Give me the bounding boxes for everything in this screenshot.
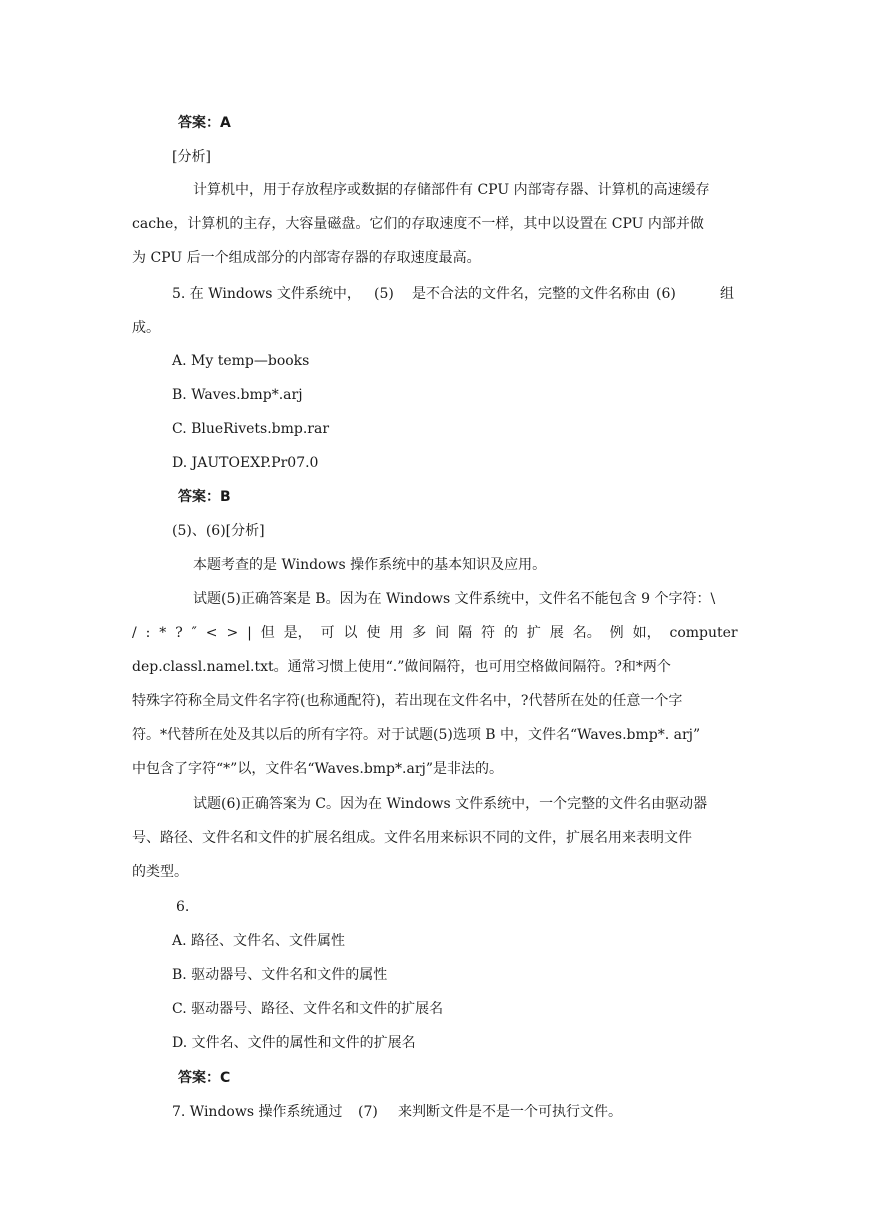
option-a: A. 路径、文件名、文件属性 [172,933,346,949]
analysis-line: 试题(5)正确答案是 B。因为在 Windows 文件系统中，文件名不能包含 9 个字符：\ [193,591,716,607]
analysis-line: 本题考查的是 Windows 操作系统中的基本知识及应用。 [193,557,547,573]
text-token: ? [175,625,183,641]
text-token: 用 [389,625,404,641]
text-token: 例 [609,625,624,641]
text-token: 符 [481,625,496,641]
analysis-line: 符。*代替所在处及其以后的所有字符。对于试题(5)选项 B 中，文件名“Waves.bmp*. arj” [132,727,701,743]
option-a: A. My temp—books [172,353,310,369]
text-token: 的 [503,625,518,641]
analysis-line: cache，计算机的主存，大容量磁盘。它们的存取速度不一样，其中以设置在 CPU 内部并做 [132,216,704,232]
analysis-line: 特殊字符称全局文件名字符(也称通配符)，若出现在文件名中，?代替所在处的任意一个字 [132,693,683,709]
analysis-tag: (5)、(6)[分析] [172,523,265,539]
analysis-line: 计算机中，用于存放程序或数据的存储部件有 CPU 内部寄存器、计算机的高速缓存 [193,182,710,198]
text-token: / [132,625,137,641]
blank-marker: (5) [374,286,394,302]
question-stem: 来判断文件是不是一个可执行文件。 [398,1104,622,1120]
analysis-line: 的类型。 [132,864,188,880]
answer-label: 答案：C [178,1070,231,1086]
analysis-line: 号、路径、文件名和文件的扩展名组成。文件名用来标识不同的文件，扩展名用来表明文件 [132,830,692,846]
text-token: 多 [412,625,427,641]
blank-marker: (6) [656,286,676,302]
question-number: 6. [176,899,190,915]
text-token: 隔 [458,625,473,641]
text-token: ″ [191,625,197,641]
analysis-tag: [分析] [172,149,211,165]
text-token: 以 [343,625,358,641]
text-token: 展 [549,625,564,641]
question-stem: 成。 [132,320,160,336]
text-token: > [226,625,239,641]
analysis-line: 中包含了字符“*”以，文件名“Waves.bmp*.arj”是非法的。 [132,761,504,777]
option-d: D. 文件名、文件的属性和文件的扩展名 [172,1035,416,1051]
text-token: 但 [260,625,275,641]
question-stem: 5. 在 Windows 文件系统中， [172,286,361,302]
text-token: 是， [283,625,312,641]
text-token: < [205,625,218,641]
option-c: C. 驱动器号、路径、文件名和文件的扩展名 [172,1001,444,1017]
analysis-line: 为 CPU 后一个组成部分的内部寄存器的存取速度最高。 [132,250,481,266]
text-token: computer [669,625,738,641]
text-token: 间 [435,625,450,641]
analysis-line: dep.classl.namel.txt。通常习惯上使用“.”做间隔符，也可用空格做间隔符。?和*两个 [132,659,671,675]
option-b: B. Waves.bmp*.arj [172,387,303,403]
text-token: | [247,625,252,641]
option-c: C. BlueRivets.bmp.rar [172,421,330,437]
question-stem: 7. Windows 操作系统通过 [172,1104,343,1120]
text-token: * [159,625,167,641]
text-token: 可 [320,625,335,641]
text-token: 扩 [526,625,541,641]
answer-label: 答案：A [178,115,231,131]
text-token: 如， [632,625,661,641]
option-d: D. JAUTOEXP.Pr07.0 [172,455,319,471]
justified-line [132,623,738,643]
blank-marker: (7) [358,1104,378,1120]
text-token: 使 [366,625,381,641]
text-token: : [145,625,151,641]
option-b: B. 驱动器号、文件名和文件的属性 [172,967,388,983]
question-stem: 是不合法的文件名，完整的文件名称由 [412,286,650,302]
question-stem: 组 [720,286,734,302]
text-token: 名。 [572,625,601,641]
answer-label: 答案：B [178,489,231,505]
analysis-line: 试题(6)正确答案为 C。因为在 Windows 文件系统中，一个完整的文件名由驱动器 [193,796,708,812]
